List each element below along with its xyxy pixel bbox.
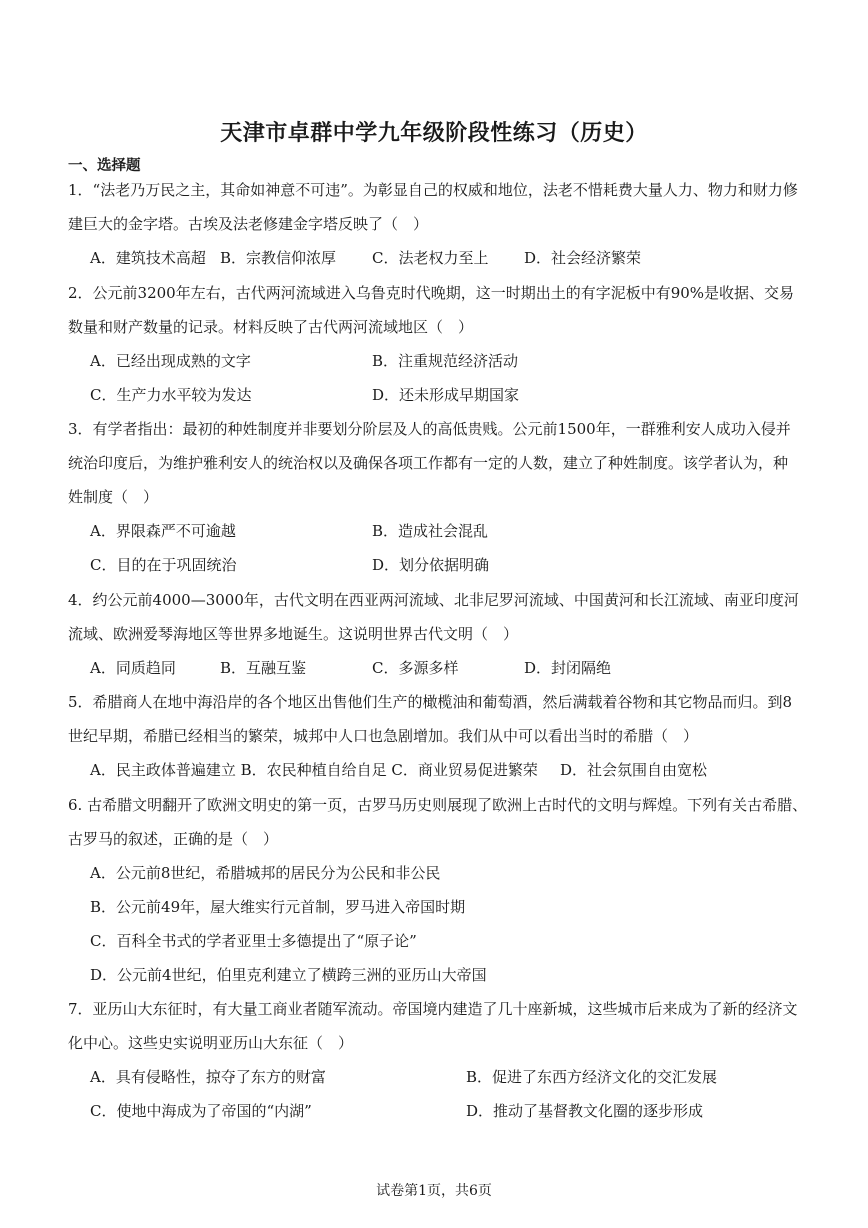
question-3-option-a: A．界限森严不可逾越 <box>90 522 236 540</box>
question-5-options-abc: A．民主政体普遍建立 B．农民种植自给自足 C．商业贸易促进繁荣 <box>90 761 538 779</box>
question-4-option-a: A．同质趋同 <box>90 659 176 677</box>
question-2-option-a: A．已经出现成熟的文字 <box>90 352 251 370</box>
question-3-option-b: B．造成社会混乱 <box>372 522 489 540</box>
question-2-option-b: B．注重规范经济活动 <box>372 352 519 370</box>
question-3-stem-line-1: 3．有学者指出：最初的种姓制度并非要划分阶层及人的高低贵贱。公元前1500年，一群雅利安人成功入侵并 <box>68 420 791 438</box>
section-heading: 一、选择题 <box>68 158 141 174</box>
page-footer: 试卷第1页，共6页 <box>376 1183 492 1199</box>
question-4-stem-line-1: 4．约公元前4000—3000年，古代文明在西亚两河流域、北非尼罗河流域、中国黄河和长江流域、南亚印度河 <box>68 591 799 609</box>
question-7-option-c: C．使地中海成为了帝国的“内湖” <box>90 1102 312 1120</box>
question-5-option-d: D．社会氛围自由宽松 <box>560 761 708 779</box>
question-4-option-c: C．多源多样 <box>372 659 459 677</box>
question-1-stem-line-2: 建巨大的金字塔。古埃及法老修建金字塔反映了（ ） <box>68 215 429 233</box>
question-6-option-b: B．公元前49年，屋大维实行元首制，罗马进入帝国时期 <box>90 898 466 916</box>
question-6-option-c: C．百科全书式的学者亚里士多德提出了“原子论” <box>90 932 417 950</box>
page-title: 天津市卓群中学九年级阶段性练习（历史） <box>220 121 648 146</box>
question-3-stem-line-2: 统治印度后，为维护雅利安人的统治权以及确保各项工作都有一定的人数，建立了种姓制度。该学者认为，种 <box>68 454 789 472</box>
question-5-stem-line-1: 5．希腊商人在地中海沿岸的各个地区出售他们生产的橄榄油和葡萄酒，然后满载着谷物和其它物品而归。到8 <box>68 693 793 711</box>
question-7-stem-line-2: 化中心。这些史实说明亚历山大东征（ ） <box>68 1034 354 1052</box>
question-3-option-d: D．划分依据明确 <box>372 556 490 574</box>
question-3-option-c: C．目的在于巩固统治 <box>90 556 237 574</box>
question-3-stem-line-3: 姓制度（ ） <box>68 488 159 506</box>
question-2-option-c: C．生产力水平较为发达 <box>90 386 252 404</box>
question-1-option-c: C．法老权力至上 <box>372 249 489 267</box>
question-4-option-d: D．封闭隔绝 <box>524 659 612 677</box>
question-1-option-d: D．社会经济繁荣 <box>524 249 642 267</box>
question-1-option-b: B．宗教信仰浓厚 <box>220 249 337 267</box>
question-5-stem-line-2: 世纪早期，希腊已经相当的繁荣，城邦中人口也急剧增加。我们从中可以看出当时的希腊（ ） <box>68 727 699 745</box>
question-7-option-d: D．推动了基督教文化圈的逐步形成 <box>466 1102 704 1120</box>
question-6-stem-line-1: 6. 古希腊文明翻开了欧洲文明史的第一页，古罗马历史则展现了欧洲上古时代的文明与辉煌。下列有关古希腊、 <box>68 796 808 814</box>
question-7-option-a: A．具有侵略性，掠夺了东方的财富 <box>90 1068 326 1086</box>
question-6-option-d: D．公元前4世纪，伯里克利建立了横跨三洲的亚历山大帝国 <box>90 966 487 984</box>
question-2-stem-line-2: 数量和财产数量的记录。材料反映了古代两河流域地区（ ） <box>68 318 474 336</box>
question-2-option-d: D．还未形成早期国家 <box>372 386 520 404</box>
question-2-stem-line-1: 2．公元前3200年左右，古代两河流域进入乌鲁克时代晚期，这一时期出土的有字泥板中有90%是收据、交易 <box>68 284 795 302</box>
question-6-stem-line-2: 古罗马的叙述，正确的是（ ） <box>68 830 279 848</box>
question-7-stem-line-1: 7．亚历山大东征时，有大量工商业者随军流动。帝国境内建造了几十座新城，这些城市后来成为了新的经济文 <box>68 1000 798 1018</box>
question-6-option-a: A．公元前8世纪，希腊城邦的居民分为公民和非公民 <box>90 864 441 882</box>
question-1-option-a: A．建筑技术高超 <box>90 249 206 267</box>
question-1-stem-line-1: 1．“法老乃万民之主，其命如神意不可违”。为彰显自己的权威和地位，法老不惜耗费大量人力、物力和财力修 <box>68 181 798 199</box>
question-7-option-b: B．促进了东西方经济文化的交汇发展 <box>466 1068 718 1086</box>
question-4-option-b: B．互融互鉴 <box>220 659 307 677</box>
question-4-stem-line-2: 流域、欧洲爱琴海地区等世界多地诞生。这说明世界古代文明（ ） <box>68 625 519 643</box>
